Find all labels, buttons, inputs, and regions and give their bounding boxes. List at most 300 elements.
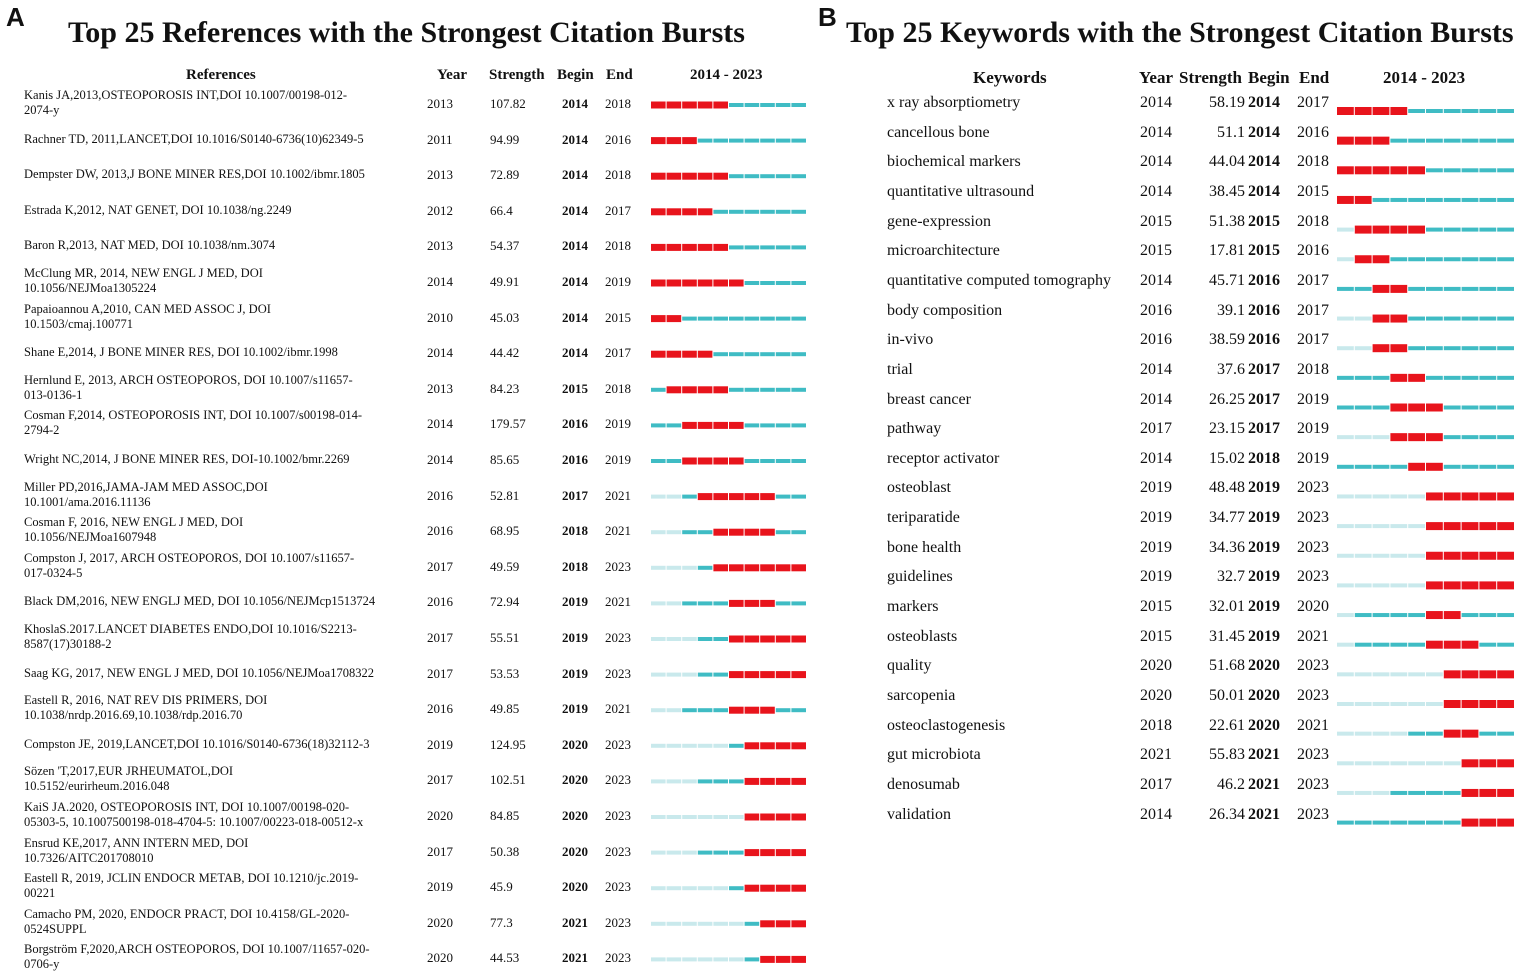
reference-strength: 72.89 xyxy=(490,167,520,183)
keyword-row-24-year-2014-segment xyxy=(1337,821,1354,825)
reference-row-24-year-2021-burst-segment xyxy=(760,956,775,963)
keyword-row-1-year-2023-segment xyxy=(1497,139,1514,143)
reference-row-15-year-2020-burst-segment xyxy=(745,636,760,643)
keyword-row-0-year-2019-segment xyxy=(1426,109,1443,113)
reference-strength: 49.85 xyxy=(490,701,520,717)
keyword-row-9-year-2017-burst-segment xyxy=(1390,374,1407,382)
reference-row-19-year-2018-segment xyxy=(713,779,728,783)
keyword-year: 2014 xyxy=(1140,390,1172,408)
keyword-row-5-year-2016-burst-segment xyxy=(1373,255,1390,263)
keyword-strength: 32.01 xyxy=(1209,598,1245,616)
reference-label: Baron R,2013, NAT MED, DOI 10.1038/nm.3074 xyxy=(24,238,276,253)
keyword-begin: 2014 xyxy=(1248,94,1280,111)
reference-row-4-year-2019-segment xyxy=(729,245,744,249)
reference-row-8-year-2023-segment xyxy=(791,388,806,392)
reference-row-22-year-2018-segment xyxy=(713,886,728,890)
reference-row-9-year-2021-segment xyxy=(760,423,775,427)
reference-label: Compston JE, 2019,LANCET,DOI 10.1016/S0140-6736(18)32112-3 xyxy=(24,736,370,751)
reference-row-9-year-2017-burst-segment xyxy=(698,422,713,429)
keyword-row-3-year-2014-burst-segment xyxy=(1337,196,1354,204)
reference-row-13-year-2023-burst-segment xyxy=(791,564,806,571)
keyword-row-4-year-2014-segment xyxy=(1337,228,1354,232)
reference-row-24-year-2022-burst-segment xyxy=(776,956,791,963)
reference-row-22-year-2016-segment xyxy=(682,886,697,890)
keyword-begin: 2019 xyxy=(1248,568,1280,586)
keyword-label: microarchitecture xyxy=(887,242,1000,260)
reference-begin: 2019 xyxy=(562,665,588,681)
reference-end: 2023 xyxy=(605,736,631,752)
reference-row-13-year-2016-segment xyxy=(682,566,697,570)
keyword-row-13-year-2019-burst-segment xyxy=(1426,492,1443,500)
reference-row-13-year-2020-burst-segment xyxy=(745,564,760,571)
keyword-label: gene-expression xyxy=(887,212,991,230)
keyword-row-14-year-2022-burst-segment xyxy=(1479,522,1496,530)
reference-row-19-year-2016-segment xyxy=(682,779,697,783)
keyword-row-18-year-2020-burst-segment xyxy=(1444,641,1461,649)
reference-label: Rachner TD, 2011,LANCET,DOI 10.1016/S0140-6736(10)62349-5 xyxy=(24,131,364,146)
keyword-strength: 45.71 xyxy=(1209,271,1245,289)
panel-b-header-keywords: Keywords xyxy=(973,68,1047,87)
keyword-row-6-year-2018-segment xyxy=(1408,287,1425,291)
keyword-label: gut microbiota xyxy=(887,746,981,764)
keyword-row-14-year-2014-segment xyxy=(1337,524,1354,528)
keyword-row-15-year-2023-burst-segment xyxy=(1497,552,1514,560)
keyword-row-14-year-2019-burst-segment xyxy=(1426,522,1443,530)
keyword-row-11-year-2014-segment xyxy=(1337,435,1354,439)
reference-row-4-year-2021-segment xyxy=(760,245,775,249)
keyword-row-0-year-2023-segment xyxy=(1497,109,1514,113)
reference-row-7-year-2022-segment xyxy=(776,352,791,356)
reference-begin: 2021 xyxy=(562,950,588,966)
keyword-label: cancellous bone xyxy=(887,123,990,141)
reference-year: 2017 xyxy=(427,665,453,681)
keyword-label: quantitative ultrasound xyxy=(887,182,1035,200)
reference-row-0-year-2023-segment xyxy=(791,103,806,107)
reference-row-21-year-2023-burst-segment xyxy=(791,849,806,856)
keyword-row-1-year-2019-segment xyxy=(1426,139,1443,143)
reference-row-10-year-2022-segment xyxy=(776,459,791,463)
keyword-end: 2018 xyxy=(1297,360,1329,378)
reference-row-16-year-2021-burst-segment xyxy=(760,671,775,678)
reference-row-18-year-2017-segment xyxy=(698,744,713,748)
keyword-row-7-year-2016-burst-segment xyxy=(1373,315,1390,323)
keyword-year: 2020 xyxy=(1140,687,1172,704)
keyword-row-3-year-2020-segment xyxy=(1444,198,1461,202)
keyword-row-7-year-2022-segment xyxy=(1479,317,1496,321)
reference-row-9-year-2020-segment xyxy=(745,423,760,427)
reference-begin: 2014 xyxy=(562,274,588,289)
reference-row-11-year-2019-burst-segment xyxy=(729,493,744,500)
reference-label: Cosman F, 2016, NEW ENGL J MED, DOI xyxy=(24,515,244,530)
reference-label: 05303-5, 10.1007500198-018-4704-5: 10.1007/00223-018-00512-x xyxy=(24,815,364,829)
reference-row-24-year-2015-segment xyxy=(667,957,682,961)
reference-row-12-year-2014-segment xyxy=(651,530,666,534)
reference-row-19-year-2014-segment xyxy=(651,779,666,783)
reference-row-9-year-2018-burst-segment xyxy=(713,422,728,429)
reference-row-20-year-2020-burst-segment xyxy=(745,814,760,821)
reference-row-20-year-2017-segment xyxy=(698,815,713,819)
keyword-row-22-year-2018-segment xyxy=(1408,761,1425,765)
reference-row-8-year-2018-burst-segment xyxy=(713,386,728,393)
reference-row-17-year-2016-segment xyxy=(682,708,697,712)
reference-row-4-year-2015-burst-segment xyxy=(667,244,682,251)
keyword-row-24-year-2015-segment xyxy=(1355,821,1372,825)
reference-row-15-year-2017-segment xyxy=(698,637,713,641)
reference-row-10-year-2014-segment xyxy=(651,459,666,463)
reference-row-14-year-2017-segment xyxy=(698,601,713,605)
reference-label: Estrada K,2012, NAT GENET, DOI 10.1038/ng.2249 xyxy=(24,202,292,217)
reference-row-11-year-2018-burst-segment xyxy=(713,493,728,500)
keyword-row-23-year-2023-burst-segment xyxy=(1497,789,1514,797)
keyword-row-16-year-2014-segment xyxy=(1337,583,1354,587)
reference-label: 013-0136-1 xyxy=(24,387,83,402)
reference-row-20-year-2016-segment xyxy=(682,815,697,819)
reference-year: 2012 xyxy=(427,202,453,218)
reference-row-12-year-2015-segment xyxy=(667,530,682,534)
keyword-row-13-year-2020-burst-segment xyxy=(1444,492,1461,500)
keyword-label: osteoclastogenesis xyxy=(887,716,1006,734)
reference-row-5-year-2019-burst-segment xyxy=(729,280,744,287)
reference-row-2-year-2023-segment xyxy=(791,174,806,178)
reference-label: Dempster DW, 2013,J BONE MINER RES,DOI 10.1002/ibmr.1805 xyxy=(24,167,365,182)
reference-begin: 2014 xyxy=(562,131,588,147)
reference-row-23-year-2022-burst-segment xyxy=(776,920,791,927)
reference-strength: 44.53 xyxy=(490,950,520,966)
keyword-row-6-year-2023-segment xyxy=(1497,287,1514,291)
reference-row-4-year-2014-burst-segment xyxy=(651,244,666,251)
reference-row-14-year-2021-burst-segment xyxy=(760,600,775,607)
keyword-row-11-year-2015-segment xyxy=(1355,435,1372,439)
keyword-row-7-year-2015-segment xyxy=(1355,317,1372,321)
keyword-label: pathway xyxy=(887,420,942,438)
reference-strength: 49.59 xyxy=(490,558,520,574)
keyword-row-23-year-2016-segment xyxy=(1373,791,1390,795)
reference-label: Miller PD,2016,JAMA-JAM MED ASSOC,DOI xyxy=(24,479,268,494)
keyword-row-8-year-2021-segment xyxy=(1462,346,1479,350)
keyword-row-22-year-2021-burst-segment xyxy=(1462,759,1479,767)
keyword-label: quantitative computed tomography xyxy=(887,271,1111,289)
panel-b-header-range: 2014 - 2023 xyxy=(1383,68,1466,87)
keyword-row-17-year-2019-burst-segment xyxy=(1426,611,1443,619)
keyword-row-9-year-2018-burst-segment xyxy=(1408,374,1425,382)
keyword-row-22-year-2020-segment xyxy=(1444,761,1461,765)
keyword-strength: 15.02 xyxy=(1209,449,1245,467)
keyword-begin: 2019 xyxy=(1248,538,1280,556)
keyword-row-23-year-2019-segment xyxy=(1426,791,1443,795)
reference-row-7-year-2020-segment xyxy=(745,352,760,356)
reference-row-18-year-2014-segment xyxy=(651,744,666,748)
reference-row-22-year-2021-burst-segment xyxy=(760,885,775,892)
keyword-row-13-year-2014-segment xyxy=(1337,494,1354,498)
keyword-row-16-year-2021-burst-segment xyxy=(1462,581,1479,589)
keyword-label: breast cancer xyxy=(887,390,971,408)
reference-end: 2021 xyxy=(605,594,631,610)
keyword-begin: 2020 xyxy=(1248,657,1280,675)
reference-row-21-year-2016-segment xyxy=(682,851,697,855)
reference-row-15-year-2023-burst-segment xyxy=(791,636,806,643)
reference-end: 2019 xyxy=(605,452,631,467)
keyword-row-19-year-2014-segment xyxy=(1337,672,1354,676)
keyword-row-3-year-2023-segment xyxy=(1497,198,1514,202)
keyword-year: 2019 xyxy=(1140,509,1172,527)
keyword-strength: 17.81 xyxy=(1209,242,1245,260)
reference-begin: 2019 xyxy=(562,594,588,610)
reference-begin: 2014 xyxy=(562,167,588,183)
keyword-end: 2017 xyxy=(1297,301,1329,319)
keyword-row-3-year-2021-segment xyxy=(1462,198,1479,202)
keyword-row-24-year-2016-segment xyxy=(1373,821,1390,825)
reference-row-10-year-2023-segment xyxy=(791,459,806,463)
keyword-row-17-year-2020-burst-segment xyxy=(1444,611,1461,619)
keyword-row-7-year-2018-segment xyxy=(1408,317,1425,321)
reference-row-9-year-2022-segment xyxy=(776,423,791,427)
keyword-strength: 26.25 xyxy=(1209,390,1245,408)
keyword-begin: 2014 xyxy=(1248,123,1280,141)
keyword-row-9-year-2022-segment xyxy=(1479,376,1496,380)
keyword-row-4-year-2018-burst-segment xyxy=(1408,226,1425,234)
reference-label: 00221 xyxy=(24,886,56,901)
reference-end: 2023 xyxy=(605,772,631,788)
keyword-begin: 2021 xyxy=(1248,805,1280,823)
keyword-row-12-year-2015-segment xyxy=(1355,465,1372,469)
keyword-begin: 2014 xyxy=(1248,153,1280,171)
keyword-row-18-year-2019-burst-segment xyxy=(1426,641,1443,649)
reference-begin: 2014 xyxy=(562,309,588,325)
reference-row-22-year-2015-segment xyxy=(667,886,682,890)
keyword-year: 2019 xyxy=(1140,479,1172,497)
reference-label: Cosman F,2014, OSTEOPOROSIS INT, DOI 10.1007/s00198-014- xyxy=(24,408,363,423)
keyword-begin: 2020 xyxy=(1248,716,1280,734)
keyword-row-16-year-2016-segment xyxy=(1373,583,1390,587)
keyword-end: 2023 xyxy=(1297,805,1329,823)
keyword-end: 2016 xyxy=(1297,123,1329,141)
keyword-row-12-year-2014-segment xyxy=(1337,465,1354,469)
keyword-row-14-year-2015-segment xyxy=(1355,524,1372,528)
reference-year: 2010 xyxy=(427,309,453,325)
reference-year: 2019 xyxy=(427,879,453,895)
reference-row-14-year-2023-segment xyxy=(791,601,806,605)
reference-year: 2020 xyxy=(427,914,453,930)
keyword-row-17-year-2015-segment xyxy=(1355,613,1372,617)
reference-row-1-year-2015-burst-segment xyxy=(667,137,682,144)
keyword-strength: 38.59 xyxy=(1209,331,1245,349)
keyword-row-12-year-2016-segment xyxy=(1373,465,1390,469)
reference-row-0-year-2016-burst-segment xyxy=(682,102,697,109)
panel-a-header-strength: Strength xyxy=(489,67,545,83)
reference-label: 10.1503/cmaj.100771 xyxy=(24,316,134,331)
keyword-row-0-year-2016-burst-segment xyxy=(1373,107,1390,115)
reference-row-24-year-2014-segment xyxy=(651,957,666,961)
reference-row-17-year-2014-segment xyxy=(651,708,666,712)
keyword-row-4-year-2016-burst-segment xyxy=(1373,226,1390,234)
keyword-row-23-year-2020-segment xyxy=(1444,791,1461,795)
keyword-row-14-year-2023-burst-segment xyxy=(1497,522,1514,530)
keyword-label: osteoblast xyxy=(887,479,951,497)
reference-end: 2017 xyxy=(605,345,631,361)
keyword-row-9-year-2021-segment xyxy=(1462,376,1479,380)
keyword-row-9-year-2015-segment xyxy=(1355,376,1372,380)
reference-row-15-year-2014-segment xyxy=(651,637,666,641)
keyword-begin: 2017 xyxy=(1248,420,1280,438)
keyword-row-8-year-2017-burst-segment xyxy=(1390,344,1407,352)
keyword-end: 2023 xyxy=(1297,687,1329,704)
reference-row-24-year-2018-segment xyxy=(713,957,728,961)
keyword-row-23-year-2021-burst-segment xyxy=(1462,789,1479,797)
reference-row-10-year-2020-segment xyxy=(745,459,760,463)
keyword-row-0-year-2015-burst-segment xyxy=(1355,107,1372,115)
reference-row-8-year-2020-segment xyxy=(745,388,760,392)
reference-row-12-year-2016-segment xyxy=(682,530,697,534)
reference-year: 2016 xyxy=(427,594,453,610)
keyword-row-12-year-2023-segment xyxy=(1497,465,1514,469)
keyword-row-2-year-2014-burst-segment xyxy=(1337,166,1354,174)
reference-row-17-year-2022-segment xyxy=(776,708,791,712)
reference-end: 2015 xyxy=(605,309,631,325)
reference-row-0-year-2018-burst-segment xyxy=(713,102,728,109)
reference-row-4-year-2016-burst-segment xyxy=(682,244,697,251)
keyword-year: 2014 xyxy=(1140,805,1172,823)
keyword-strength: 37.6 xyxy=(1217,360,1245,378)
keyword-row-13-year-2021-burst-segment xyxy=(1462,492,1479,500)
reference-row-18-year-2016-segment xyxy=(682,744,697,748)
keyword-row-6-year-2022-segment xyxy=(1479,287,1496,291)
reference-label: 10.7326/AITC201708010 xyxy=(24,850,154,865)
reference-strength: 44.42 xyxy=(490,345,520,361)
keyword-end: 2023 xyxy=(1297,657,1329,675)
keyword-row-16-year-2018-segment xyxy=(1408,583,1425,587)
keyword-row-13-year-2022-burst-segment xyxy=(1479,492,1496,500)
reference-row-1-year-2023-segment xyxy=(791,139,806,143)
reference-label: Wright NC,2014, J BONE MINER RES, DOI-10.1002/bmr.2269 xyxy=(24,452,350,466)
reference-strength: 53.53 xyxy=(490,665,520,681)
reference-begin: 2020 xyxy=(562,843,588,859)
keyword-year: 2016 xyxy=(1140,331,1172,349)
reference-label: Compston J, 2017, ARCH OSTEOPOROS, DOI 10.1007/s11657- xyxy=(24,550,355,565)
reference-row-18-year-2015-segment xyxy=(667,744,682,748)
reference-end: 2017 xyxy=(605,202,631,218)
keyword-row-21-year-2020-burst-segment xyxy=(1444,730,1461,738)
keyword-row-15-year-2015-segment xyxy=(1355,554,1372,558)
reference-row-10-year-2019-burst-segment xyxy=(729,458,744,465)
reference-year: 2013 xyxy=(427,167,453,183)
keyword-year: 2015 xyxy=(1140,242,1172,260)
reference-row-6-year-2018-segment xyxy=(713,317,728,321)
keyword-row-19-year-2017-segment xyxy=(1390,672,1407,676)
keyword-row-15-year-2016-segment xyxy=(1373,554,1390,558)
reference-begin: 2014 xyxy=(562,238,588,254)
reference-row-17-year-2020-burst-segment xyxy=(745,707,760,714)
keyword-row-19-year-2018-segment xyxy=(1408,672,1425,676)
reference-row-5-year-2022-segment xyxy=(776,281,791,285)
reference-strength: 84.85 xyxy=(490,808,520,823)
panel-a-header-end: End xyxy=(606,67,633,83)
keyword-row-0-year-2018-segment xyxy=(1408,109,1425,113)
reference-strength: 124.95 xyxy=(490,736,526,752)
reference-row-17-year-2019-burst-segment xyxy=(729,707,744,714)
reference-row-12-year-2023-segment xyxy=(791,530,806,534)
keyword-strength: 38.45 xyxy=(1209,182,1245,200)
keyword-row-22-year-2017-segment xyxy=(1390,761,1407,765)
keyword-row-5-year-2021-segment xyxy=(1462,257,1479,261)
reference-row-14-year-2018-segment xyxy=(713,601,728,605)
keyword-row-11-year-2023-segment xyxy=(1497,435,1514,439)
keyword-end: 2018 xyxy=(1297,153,1329,171)
reference-row-24-year-2017-segment xyxy=(698,957,713,961)
reference-row-17-year-2017-segment xyxy=(698,708,713,712)
keyword-row-11-year-2019-burst-segment xyxy=(1426,433,1443,441)
keyword-strength: 58.19 xyxy=(1209,94,1245,111)
keyword-row-4-year-2019-segment xyxy=(1426,228,1443,232)
keyword-year: 2017 xyxy=(1140,420,1172,438)
keyword-row-4-year-2022-segment xyxy=(1479,228,1496,232)
reference-row-0-year-2019-segment xyxy=(729,103,744,107)
reference-row-8-year-2015-burst-segment xyxy=(667,386,682,393)
keyword-row-5-year-2014-segment xyxy=(1337,257,1354,261)
keyword-row-21-year-2019-segment xyxy=(1426,732,1443,736)
reference-row-1-year-2017-segment xyxy=(698,139,713,143)
reference-row-2-year-2019-segment xyxy=(729,174,744,178)
keyword-row-1-year-2021-segment xyxy=(1462,139,1479,143)
reference-year: 2017 xyxy=(427,843,453,859)
keyword-row-24-year-2019-segment xyxy=(1426,821,1443,825)
reference-row-6-year-2020-segment xyxy=(745,317,760,321)
reference-begin: 2016 xyxy=(562,416,588,432)
reference-row-16-year-2015-segment xyxy=(667,673,682,677)
reference-label: 10.5152/eurirheum.2016.048 xyxy=(24,779,170,794)
keyword-end: 2023 xyxy=(1297,746,1329,764)
keyword-row-21-year-2015-segment xyxy=(1355,732,1372,736)
reference-label: 10.1001/ama.2016.11136 xyxy=(24,494,151,509)
reference-year: 2014 xyxy=(427,452,453,467)
keyword-row-2-year-2016-burst-segment xyxy=(1373,166,1390,174)
reference-begin: 2017 xyxy=(562,487,588,503)
reference-row-15-year-2015-segment xyxy=(667,637,682,641)
keyword-strength: 26.34 xyxy=(1209,805,1245,823)
reference-begin: 2014 xyxy=(562,96,588,111)
reference-label: KhoslaS.2017.LANCET DIABETES ENDO,DOI 10.1016/S2213- xyxy=(24,622,357,636)
keyword-year: 2014 xyxy=(1140,449,1172,467)
keyword-begin: 2017 xyxy=(1248,390,1280,408)
keyword-row-22-year-2014-segment xyxy=(1337,761,1354,765)
reference-row-7-year-2018-segment xyxy=(713,352,728,356)
panel-b-header-year: Year xyxy=(1139,68,1173,87)
keyword-row-8-year-2018-segment xyxy=(1408,346,1425,350)
keyword-row-0-year-2017-burst-segment xyxy=(1390,107,1407,115)
reference-row-3-year-2017-burst-segment xyxy=(698,208,713,215)
keyword-label: quality xyxy=(887,657,932,675)
keyword-label: teriparatide xyxy=(887,509,960,527)
reference-row-13-year-2017-segment xyxy=(698,566,713,570)
keyword-year: 2014 xyxy=(1140,123,1172,141)
reference-end: 2018 xyxy=(605,167,631,183)
keyword-end: 2023 xyxy=(1297,538,1329,556)
keyword-strength: 32.7 xyxy=(1217,568,1245,586)
reference-row-17-year-2023-segment xyxy=(791,708,806,712)
reference-row-20-year-2022-burst-segment xyxy=(776,814,791,821)
keyword-row-19-year-2022-burst-segment xyxy=(1479,670,1496,678)
reference-row-11-year-2022-segment xyxy=(776,495,791,499)
reference-row-3-year-2021-segment xyxy=(760,210,775,214)
keyword-row-10-year-2020-segment xyxy=(1444,406,1461,410)
reference-row-4-year-2023-segment xyxy=(791,245,806,249)
reference-year: 2019 xyxy=(427,736,453,752)
reference-row-21-year-2021-burst-segment xyxy=(760,849,775,856)
keyword-row-4-year-2020-segment xyxy=(1444,228,1461,232)
keyword-begin: 2015 xyxy=(1248,212,1280,230)
keyword-row-7-year-2023-segment xyxy=(1497,317,1514,321)
reference-begin: 2020 xyxy=(562,772,588,788)
reference-strength: 72.94 xyxy=(490,594,520,610)
